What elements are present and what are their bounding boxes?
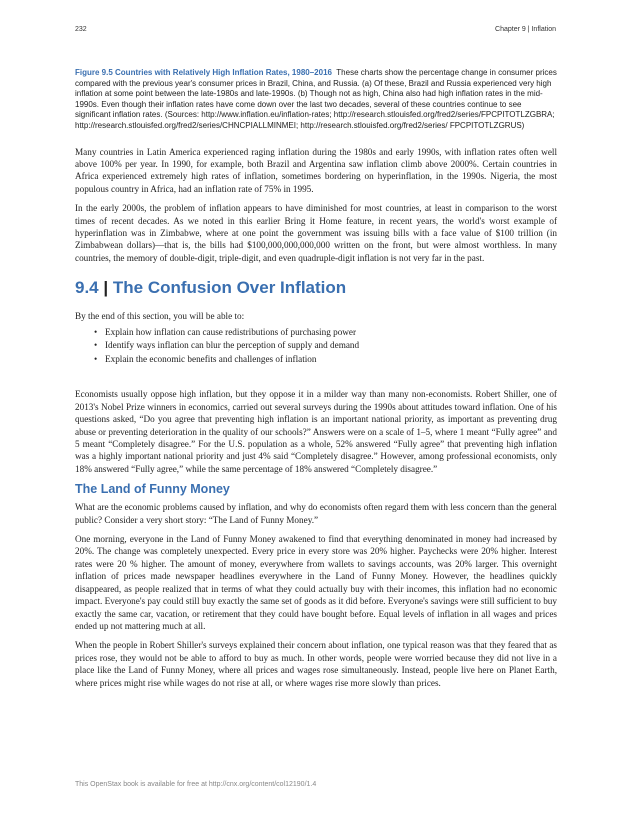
objectives-list — [94, 326, 557, 367]
body-paragraph: Economists usually oppose high inflation, but they oppose it in a milder way than many non-economists. Robert Shiller, one of 2013's Nobel Prize winners in economics, carried out several surveys during the 1990s about attitudes toward inflation. One of his questions asked, “Do you agree that preventing high inflation is an important national priority, as important as preventing drug abuse or preventing deterioration in the quality of our schools?” Answers were on a scale of 1–5, where 1 meant “Fully agree” and 5 meant “Completely disagree.” For the U.S. population as a whole, 52% answered “Fully agree” that preventing high inflation was a highly important national priority and just 4% said “Completely disagree.” However, among professional economists, only 18% answered “Fully agree,” while the same percentage of 18% answered “Completely disagree.” — [75, 389, 557, 474]
intro-paragraph-2: In the early 2000s, the problem of inflation appears to have diminished for most countries, at least in comparison to the worst times of recent decades. As we noted in this earlier Bring it Home feature, in recent years, the world's worst example of hyperinflation was in Zimbabwe, where at one point the government was issuing bills with a face value of $100 trillion (in Zimbabwean dollars)—that is, the bills had $100,000,000,000,000 written on the front, but were almost worthless. In many countries, the memory of double-digit, triple-digit, and even quadruple-digit inflation is not very far in the past. — [75, 203, 557, 263]
learning-objectives — [75, 310, 557, 366]
page-number: 232 — [75, 26, 87, 33]
subsection-paragraph-2: One morning, everyone in the Land of Funny Money awakened to find that everything denominated in money had increased by 20%. The change was completely unexpected. Every price in every store was 20% higher. Paychecks were 20% higher. Interest rates were 20 % higher. The amount of money, everywhere from wallets to savings accounts, was 20% larger. This overnight inflation of prices made newspaper headlines everywhere in the Land of Funny Money. However, the headlines quickly disappeared, as people realized that in terms of what they could actually buy with their incomes, this inflation had no economic impact. Everyone's pay could still buy exactly the same set of goods as it did before. Everyone's savings were still sufficient to buy exactly the same car, vacation, or retirement that they could have bought before. Equal levels of inflation in all wages and prices ended up not mattering much at all. — [75, 534, 557, 631]
objective-item — [94, 339, 557, 353]
chapter-label: Chapter 9 | Inflation — [495, 26, 556, 33]
section-title: The Confusion Over Inflation — [112, 278, 347, 298]
page-content — [75, 68, 557, 696]
objectives-intro: By the end of this section, you will be able to: — [75, 311, 245, 322]
bullet-icon: • — [94, 353, 98, 364]
figure-caption-title: Figure 9.5 Countries with Relatively High Inflation Rates, 1980–2016 — [75, 68, 332, 77]
subsection-paragraph-1: What are the economic problems caused by inflation, and why do economists often regard them with less concern than the general public? Consider a very short story: “The Land of Funny Money.” — [75, 502, 557, 525]
spacer — [75, 374, 557, 388]
bullet-icon: • — [94, 340, 98, 351]
section-heading — [75, 278, 557, 298]
page-header — [75, 26, 556, 38]
bullet-icon: • — [94, 326, 98, 337]
intro-paragraph-1: Many countries in Latin America experienced raging inflation during the 1980s and early 1990s, with inflation rates often well above 100% per year. In 1990, for example, both Brazil and Argentina saw inflation climb above 2000%. Certain countries in Africa experienced extremely high rates of inflation, sometimes bordering on hyperinflation, in the 1990s. Nigeria, the most populous country in Africa, had an inflation rate of 75% in 1995. — [75, 146, 557, 194]
section-separator: | — [103, 278, 109, 298]
section-number: 9.4 — [75, 278, 99, 298]
subsection-heading: The Land of Funny Money — [75, 482, 230, 497]
objective-item — [94, 353, 557, 367]
objective-text: Explain the economic benefits and challenges of inflation — [105, 353, 317, 364]
figure-caption-text: These charts show the percentage change in consumer prices compared with the previous year's consumer prices in Brazil, China, and Russia. (a) Of these, Brazil and Russia experienced very high inflation at some point between the late-1980s and late-1990s. (b) Though not as high, China also had high inflation rates in the mid-1990s. Even though their inflation rates have come down over the last two decades, several of these countries continue to see significant inflation rates. (Sources: http://www.inflation.eu/inflation-rates; http://research.stlouisfed.org/fred2/series/FPCPITOTLZGBRA; http://research.stlouisfed.org/fred2/series/CHNCPIALLMINMEI; http://research.stlouisfed.org/fred2/series/ FPCPITOTLZGRUS) — [75, 68, 557, 130]
subsection-paragraph-3: When the people in Robert Shiller's surveys explained their concern about inflation, one typical reason was that they feared that as prices rose, they would not be able to afford to buy as much. In other words, people were worried because they did not live in a place like the Land of Funny Money, where all prices and wages rose simultaneously. Instead, people live here on Planet Earth, where prices might rise while wages do not rise at all, or where wages rise more slowly than prices. — [75, 640, 557, 688]
figure-caption — [75, 68, 557, 132]
objective-text: Identify ways inflation can blur the perception of supply and demand — [105, 340, 360, 351]
objective-text: Explain how inflation can cause redistributions of purchasing power — [105, 326, 357, 337]
objective-item — [94, 326, 557, 340]
page-footer: This OpenStax book is available for free at http://cnx.org/content/col12190/1.4 — [75, 781, 317, 788]
